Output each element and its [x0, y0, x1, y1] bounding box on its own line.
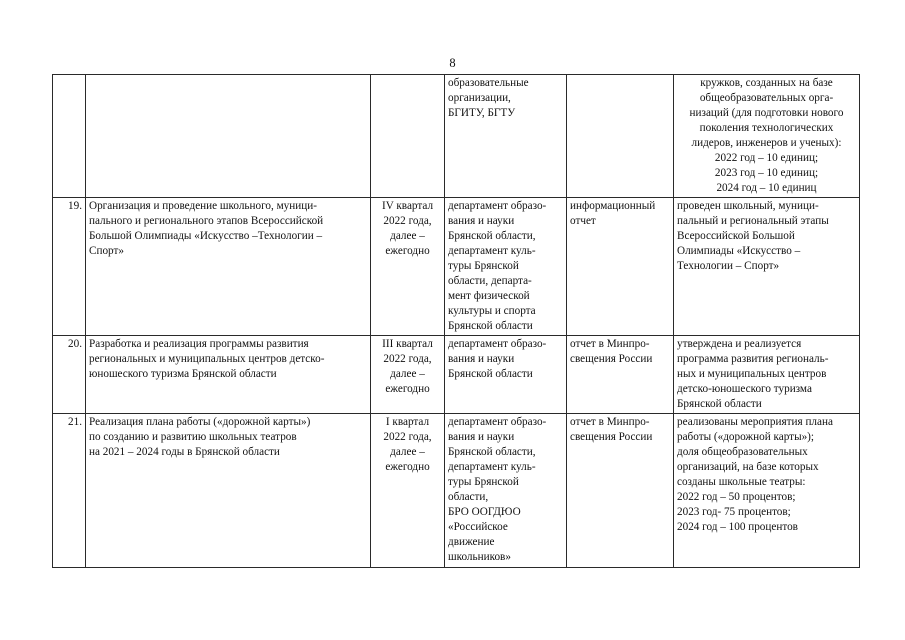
row-number: 19.: [53, 198, 86, 336]
row-number: 21.: [53, 414, 86, 568]
responsible-executors: образовательные организации, БГИТУ, БГТУ: [445, 75, 567, 198]
expected-result: проведен школьный, муници- пальный и региональный этапы Всероссийской Большой Олимпиады «Искусство – Технологии – Спорт»: [674, 198, 860, 336]
expected-result: утверждена и реализуется программа развития региональ- ных и муниципальных центров детско-юношеского туризма Брянской области: [674, 336, 860, 414]
plan-table: [52, 74, 860, 568]
report-form: [567, 75, 674, 198]
deadline: I квартал 2022 года, далее – ежегодно: [371, 414, 445, 568]
expected-result: реализованы мероприятия плана работы («дорожной карты»); доля общеобразовательных организаций, на базе которых созданы школьные театры: 2022 год – 50 процентов; 2023 год- 75 процентов; 2024 год – 100 процентов: [674, 414, 860, 568]
deadline: IV квартал 2022 года, далее – ежегодно: [371, 198, 445, 336]
deadline: III квартал 2022 года, далее – ежегодно: [371, 336, 445, 414]
page-number: 8: [449, 56, 456, 70]
event-name: Организация и проведение школьного, муници- пального и регионального этапов Всероссийской Большой Олимпиады «Искусство –Технологии – Спорт»: [86, 198, 371, 336]
report-form: информационный отчет: [567, 198, 674, 336]
row-number: 20.: [53, 336, 86, 414]
report-form: отчет в Минпро- свещения России: [567, 414, 674, 568]
responsible-executors: департамент образо- вания и науки Брянской области, департамент куль- туры Брянской области, БРО ООГДЮО «Российское движение школьников»: [445, 414, 567, 568]
expected-result: кружков, созданных на базе общеобразовательных орга- низаций (для подготовки нового поколения технологических лидеров, инженеров и ученых): 2022 год – 10 единиц; 2023 год – 10 единиц; 2024 год – 10 единиц: [674, 75, 860, 198]
responsible-executors: департамент образо- вания и науки Брянской области: [445, 336, 567, 414]
deadline: [371, 75, 445, 198]
table-row: [53, 336, 860, 414]
table-row: [53, 414, 860, 568]
event-name: Разработка и реализация программы развития региональных и муниципальных центров детско- юношеского туризма Брянской области: [86, 336, 371, 414]
responsible-executors: департамент образо- вания и науки Брянской области, департамент куль- туры Брянской области, департа- мент физической культуры и спорта Брянской области: [445, 198, 567, 336]
row-number: [53, 75, 86, 198]
table-row: [53, 198, 860, 336]
event-name: Реализация плана работы («дорожной карты») по созданию и развитию школьных театров на 2021 – 2024 годы в Брянской области: [86, 414, 371, 568]
event-name: [86, 75, 371, 198]
report-form: отчет в Минпро- свещения России: [567, 336, 674, 414]
table-row: [53, 75, 860, 198]
